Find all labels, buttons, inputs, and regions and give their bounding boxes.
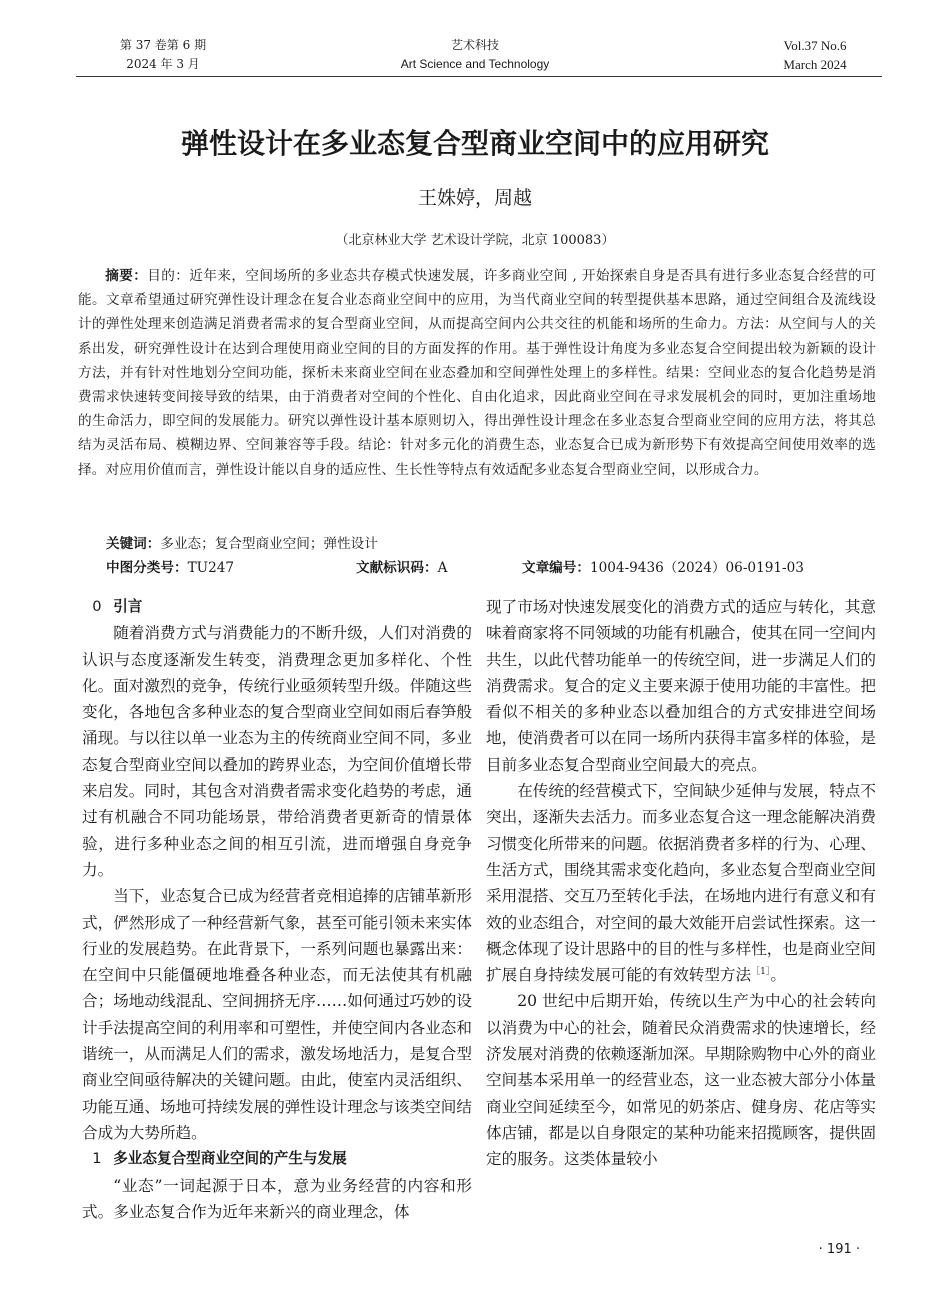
body-column-left — [82, 594, 472, 1225]
article-id-value: 1004-9436（2024）06-0191-03 — [589, 560, 804, 576]
keywords-text: 多业态；复合型商业空间；弹性设计 — [160, 536, 378, 552]
journal-name-en: Art Science and Technology — [400, 57, 550, 71]
doc-code-label: 文献标识码： — [356, 560, 438, 576]
section-number: 0 — [92, 598, 102, 615]
article-id-label: 文章编号： — [522, 560, 590, 576]
volume-issue: 第 37 卷第 6 期 — [119, 38, 207, 52]
article-title: 弹性设计在多业态复合型商业空间中的应用研究 — [180, 127, 769, 160]
section-title: 多业态复合型商业空间的产生与发展 — [113, 1150, 347, 1168]
body-paragraph: “业态”一词起源于日本，意为业务经营的内容和形式。多业态复合作为近年来新兴的商业理念，体 — [82, 1176, 472, 1221]
clc-group — [106, 556, 234, 580]
clc-label: 中图分类号： — [106, 560, 188, 576]
issue-date: 2024 年 3 月 — [126, 57, 200, 71]
article-id-group — [522, 556, 804, 580]
abstract-text: 目的：近年来，空间场所的多业态共存模式快速发展，许多商业空间 , 开始探索自身是否具有进行多业态复合经营的可能。文章希望通过研究弹性设计理念在复合业态商业空间中的应用，为当代商业空间的转型提供基本思路，通过空间组合及流线设计的弹性处理来创造满足消费者需求的复合型商业空间，从而提高空间内公共交往的机能和场所的生命力。方法：从空间与人的关系出发，研究弹性设计在达到合理使用商业空间的目的方面发挥的作用。基于弹性设计角度为多业态复合空间提出较为新颖的设计方法，并有针对性地划分空间功能，探析未来商业空间在业态叠加和空间弹性处理上的多样性。结果：空间业态的复合化趋势是消费需求快速转变间接导致的结果，由于消费者对空间的个性化、自由化追求，因此商业空间在寻求发展机会的同时，更加注重场地的生命活力，即空间的发展能力。研究以弹性设计基本原则切入，得出弹性设计理念在多业态复合型商业空间的应用方法，将其总结为灵活布局、模糊边界、空间兼容等手段。结论：针对多元化的消费生态，业态复合已成为新形势下有效提高空间使用效率的选择。对应用价值而言，弹性设计能以自身的适应性、生长性等特点有效适配多业态复合型商业空间，以形成合力。 — [78, 268, 876, 478]
keywords — [106, 532, 876, 556]
abstract-label: 摘要： — [105, 268, 148, 284]
doc-code-group — [356, 556, 447, 580]
classification-line — [106, 556, 876, 580]
volume-issue-en: Vol.37 No.6 — [783, 38, 847, 53]
section-heading-0 — [82, 594, 472, 620]
clc-value: TU247 — [187, 560, 235, 576]
body-paragraph: 20 世纪中后期开始，传统以生产为中心的社会转向以消费为中心的社会，随着民众消费需求的快速增长，经济发展对消费的依赖逐渐加深。早期除购物中心外的商业空间基本采用单一的经营业态，这一业态被大部分小体量商业空间延续至今，如常见的奶茶店、健身房、花店等实体店铺，都是以自身限定的某种功能来招揽顾客，提供固定的服务。这类体量较小 — [486, 992, 876, 1169]
section-title: 引言 — [113, 598, 143, 615]
journal-name — [380, 36, 570, 74]
body-paragraph: 随着消费方式与消费能力的不断升级，人们对消费的认识与态度逐渐发生转变，消费理念更加多样化、个性化。面对激烈的竞争，传统行业亟须转型升级。伴随这些变化，各地包含多种业态的复合型商业空间如雨后春笋般涌现。与以往以单一业态为主的传统商业空间不同，多业态复合型商业空间以叠加的跨界业态，为空间价值增长带来启发。同时，其包含对消费者需求变化趋势的考虑，通过有机融合不同功能场景，带给消费者更新奇的情景体验，进行多种业态之间的相互引流，进而增强自身竞争力。 — [82, 624, 472, 879]
abstract — [78, 264, 876, 482]
issue-date-en: March 2024 — [783, 57, 847, 72]
journal-volume-info-en — [770, 36, 860, 74]
section-heading-1 — [82, 1146, 472, 1172]
author-affiliation: （北京林业大学 艺术设计学院，北京 100083） — [335, 233, 615, 248]
keywords-label: 关键词： — [106, 536, 161, 552]
body-column-right — [486, 594, 876, 1173]
body-paragraph: 现了市场对快速发展变化的消费方式的适应与转化，其意味着商家将不同领域的功能有机融合，使其在同一空间内共生，以此代替功能单一的传统空间，进一步满足人们的消费需求。复合的定义主要来源于使用功能的丰富性。把看似不相关的多种业态以叠加组合的方式安排进空间场地，使消费者可以在同一场所内获得丰富多样的体验，是目前多业态复合型商业空间最大的亮点。 — [486, 598, 876, 774]
article-authors: 王姝婷，周越 — [417, 187, 532, 209]
journal-name-cn: 艺术科技 — [450, 38, 499, 52]
header-rule — [76, 76, 882, 77]
page-number: · 191 · — [818, 1242, 860, 1257]
paragraph-text: 在传统的经营模式下，空间缺少延伸与发展，特点不突出，逐渐失去活力。而多业态复合这一理念能解决消费习惯变化所带来的问题。依据消费者多样的行为、心理、生活方式，围绕其需求变化趋向，多业态复合型商业空间采用混搭、交互乃至转化手法，在场地内进行有意义和有效的业态组合，对空间的最大效能开启尝试性探索。这一概念体现了设计思路中的目的性与多样性，也是商业空间扩展自身持续发展可能的有效转型方法 — [486, 782, 876, 985]
journal-volume-info — [108, 36, 218, 74]
doc-code-value: A — [437, 560, 448, 576]
section-number: 1 — [92, 1150, 102, 1168]
body-paragraph: 当下，业态复合已成为经营者竞相追捧的店铺革新形式，俨然形成了一种经营新气象，甚至可能引领未来实体行业的发展趋势。在此背景下，一系列问题也暴露出来：在空间中只能僵硬地堆叠各种业态，而无法使其有机融合；场地动线混乱、空间拥挤无序……如何通过巧妙的设计手法提高空间的利用率和可塑性，并使空间内各业态和谐统一，从而满足人们的需求，激发场地活力，是复合型商业空间亟待解决的关键问题。由此，使室内灵活组织、功能互通、场地可持续发展的弹性设计理念与该类空间结合成为大势所趋。 — [82, 887, 472, 1142]
citation-ref: ［1］ — [751, 966, 771, 977]
paragraph-end: 。 — [770, 966, 786, 985]
body-paragraph — [486, 778, 876, 988]
